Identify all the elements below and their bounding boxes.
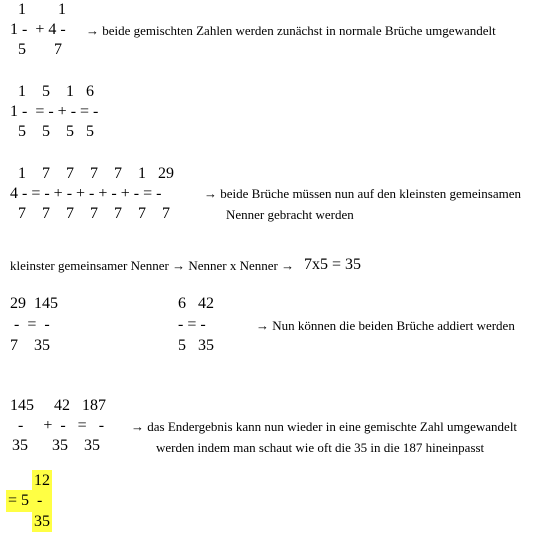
block6-numerators: 145 42 187 bbox=[10, 397, 106, 414]
result-expression: = 5 - bbox=[8, 492, 43, 509]
block6-expression: - + - = - bbox=[10, 417, 105, 434]
result-numerator: 12 bbox=[34, 472, 50, 489]
block2-denominators: 5 5 5 5 bbox=[10, 123, 94, 140]
block5-right-numerators: 6 42 bbox=[178, 295, 214, 312]
block5-right-denominators: 5 35 bbox=[178, 337, 214, 354]
block2-numerators: 1 5 1 6 bbox=[10, 83, 94, 100]
block5-left-expression: - = - bbox=[10, 316, 50, 333]
block1-expression: 1 - + 4 - bbox=[10, 21, 66, 38]
block1-note: → beide gemischten Zahlen werden zunächst in normale Brüche umgewandelt bbox=[86, 23, 496, 38]
block5-right-expression: - = - bbox=[178, 316, 206, 333]
block5-left-numerators: 29 145 bbox=[10, 295, 58, 312]
block5-note: → Nun können die beiden Brüche addiert werden bbox=[256, 318, 515, 333]
block1-numerators: 1 1 bbox=[10, 1, 66, 18]
block6-note-line2: werden indem man schaut wie oft die 35 in die 187 hineinpasst bbox=[156, 440, 485, 455]
block6-denominators: 35 35 35 bbox=[12, 437, 100, 454]
block6-note-line1: → das Endergebnis kann nun wieder in eine gemischte Zahl umgewandelt bbox=[131, 419, 518, 434]
block4-formula: 7x5 = 35 bbox=[304, 256, 362, 273]
block2-expression: 1 - = - + - = - bbox=[10, 103, 99, 120]
block3-expression: 4 - = - + - + - + - + - = - bbox=[10, 185, 162, 202]
block3-numerators: 1 7 7 7 7 1 29 bbox=[10, 165, 174, 182]
block4-text: kleinster gemeinsamer Nenner → Nenner x Nenner → bbox=[10, 258, 295, 273]
result-denominator: 35 bbox=[34, 513, 50, 530]
block3-note-line1: → beide Brüche müssen nun auf den kleinsten gemeinsamen bbox=[204, 186, 521, 201]
block3-denominators: 7 7 7 7 7 7 7 bbox=[10, 205, 170, 222]
result-highlight bbox=[6, 470, 52, 532]
block5-left-denominators: 7 35 bbox=[10, 337, 50, 354]
block1-denominators: 5 7 bbox=[10, 41, 62, 58]
block3-note-line2: Nenner gebracht werden bbox=[226, 207, 354, 222]
